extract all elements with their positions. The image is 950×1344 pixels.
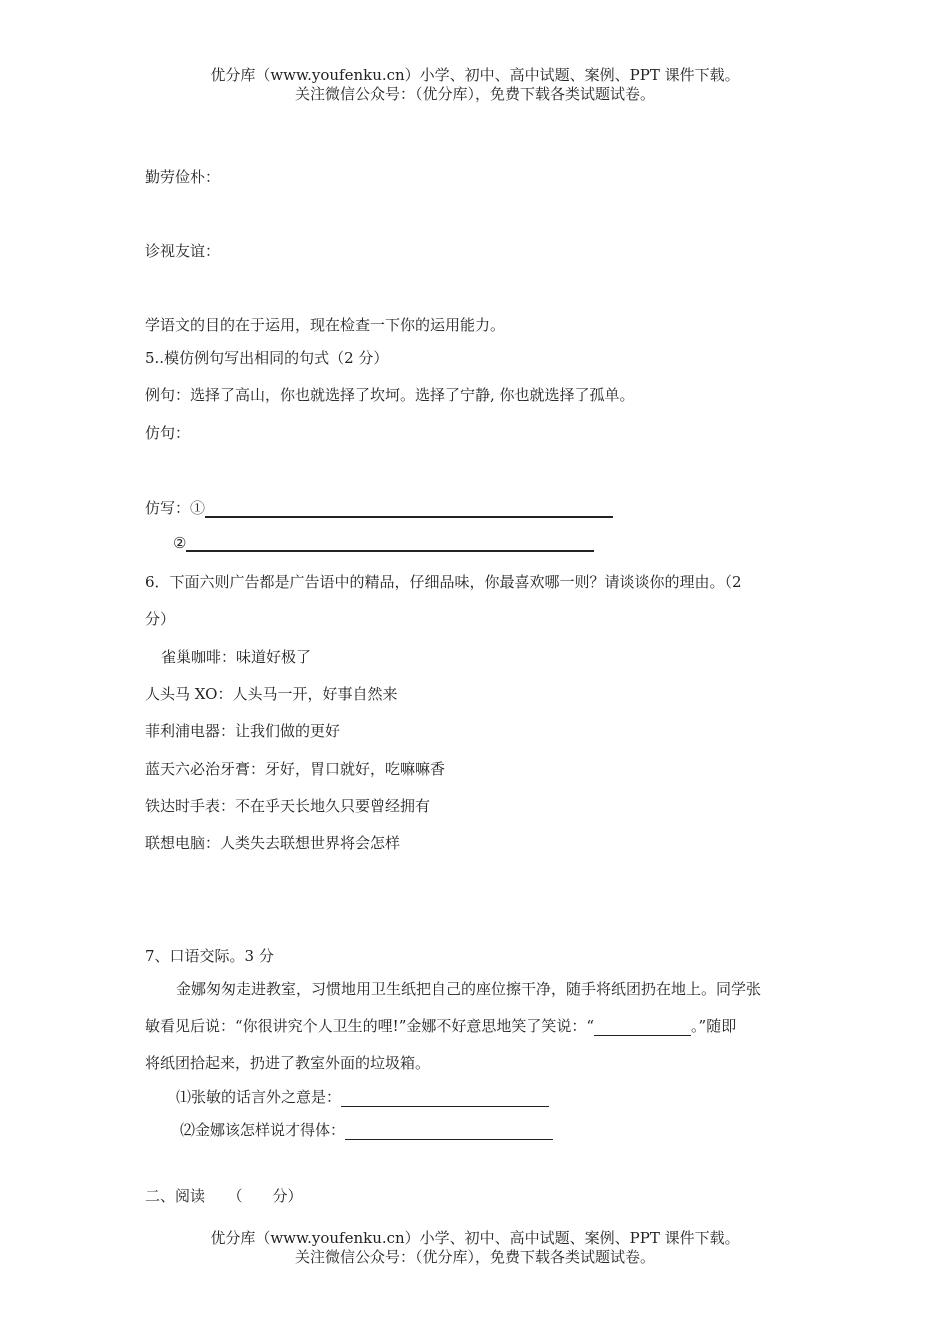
q6-title-line-1: 6．下面六则广告都是广告语中的精品，仔细品味，你最喜欢哪一则？请谈谈你的理由。（2 bbox=[145, 573, 742, 591]
footer-line-1: 优分库（www.youfenku.cn）小学、初中、高中试题、案例、PPT 课件下载。 bbox=[210, 1229, 740, 1247]
header-line-2: 关注微信公众号：（优分库），免费下载各类试题试卷。 bbox=[294, 85, 655, 103]
q7-para-line-2a: 敏看见后说：“你很讲究个人卫生的哩!”金娜不好意思地笑了笑说：“ bbox=[145, 1017, 595, 1035]
footer-line-2: 关注微信公众号：（优分库），免费下载各类试题试卷。 bbox=[294, 1248, 655, 1266]
ad-item: 雀巢咖啡：味道好极了 bbox=[161, 648, 312, 666]
q7-para-line-3: 将纸团拾起来，扔进了教室外面的垃圾箱。 bbox=[145, 1054, 431, 1072]
q7-quote-blank[interactable] bbox=[594, 1019, 691, 1036]
q5-write-label: 仿写：① bbox=[145, 499, 206, 517]
intro-text: 学语文的目的在于运用，现在检查一下你的运用能力。 bbox=[145, 316, 506, 334]
q5-write-row-1 bbox=[145, 497, 613, 518]
term-zhenshi: 诊视友谊： bbox=[145, 242, 221, 260]
ad-item: 蓝天六必治牙膏：牙好，胃口就好，吃嘛嘛香 bbox=[145, 760, 446, 778]
q7-sub-1-blank[interactable] bbox=[341, 1090, 549, 1107]
q7-para-line-1: 金娜匆匆走进教室，习惯地用卫生纸把自己的座位擦干净，随手将纸团扔在地上。同学张 bbox=[176, 980, 762, 998]
q7-sub-2 bbox=[180, 1119, 553, 1140]
term-qinlao: 勤劳俭朴： bbox=[145, 168, 221, 186]
q5-title: 5..模仿例句写出相同的句式（2 分） bbox=[145, 349, 389, 367]
q7-sub-2-label: ⑵金娜该怎样说才得体： bbox=[180, 1121, 346, 1139]
q7-sub-2-blank[interactable] bbox=[345, 1123, 553, 1140]
page-footer bbox=[0, 1229, 950, 1267]
q5-answer-blank-2[interactable] bbox=[186, 534, 594, 552]
q7-sub-1 bbox=[176, 1086, 549, 1107]
q7-sub-1-label: ⑴张敏的话言外之意是： bbox=[176, 1088, 342, 1106]
ad-item: 联想电脑：人类失去联想世界将会怎样 bbox=[145, 834, 401, 852]
q5-example: 例句：选择了高山，你也就选择了坎坷。选择了宁静, 你也就选择了孤单。 bbox=[145, 386, 635, 404]
header-line-1: 优分库（www.youfenku.cn）小学、初中、高中试题、案例、PPT 课件下载。 bbox=[210, 66, 740, 84]
q7-para-line-2 bbox=[145, 1015, 736, 1036]
q6-title-line-2: 分） bbox=[145, 610, 176, 628]
ad-item: 铁达时手表：不在乎天长地久只要曾经拥有 bbox=[145, 797, 431, 815]
q5-write-row-2 bbox=[173, 534, 594, 552]
q7-title: 7、口语交际。3 分 bbox=[145, 947, 274, 965]
q5-imitate-label: 仿句： bbox=[145, 424, 191, 442]
page-header bbox=[0, 66, 950, 104]
ad-item: 人头马 XO：人头马一开，好事自然来 bbox=[145, 685, 398, 703]
q7-para-line-2b: 。”随即 bbox=[691, 1017, 737, 1035]
q5-second-mark: ② bbox=[173, 534, 187, 552]
ad-item: 菲利浦电器：让我们做的更好 bbox=[145, 722, 341, 740]
section-2-title: 二、阅读 （ 分） bbox=[145, 1187, 303, 1205]
q5-answer-blank-1[interactable] bbox=[205, 500, 613, 518]
